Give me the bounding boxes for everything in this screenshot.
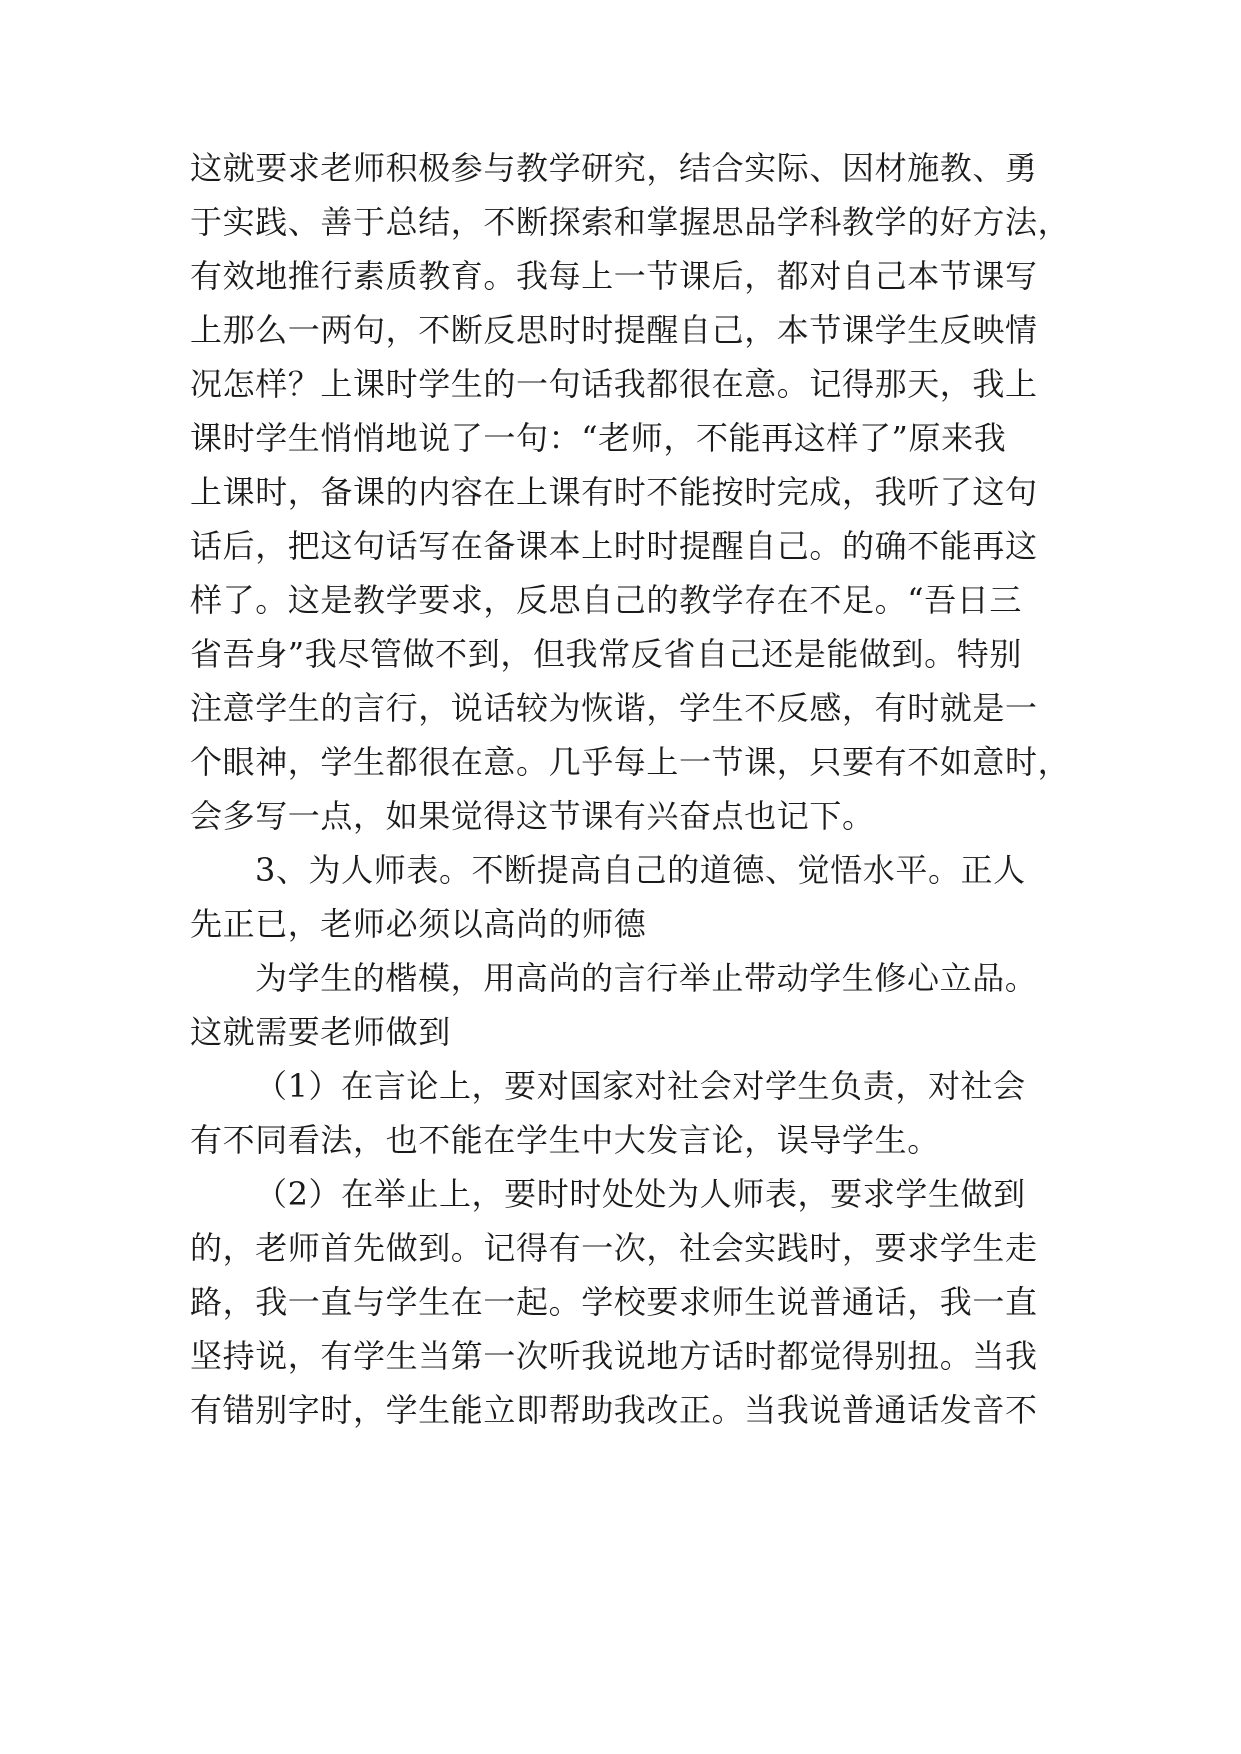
text-line: （2）在举止上，要时时处处为人师表，要求学生做到 [255, 1175, 1026, 1213]
text-line: 话后，把这句话写在备课本上时时提醒自己。的确不能再这 [190, 527, 1038, 565]
text-line: 样了。这是教学要求，反思自己的教学存在不足。“吾日三 [190, 581, 1022, 619]
text-line: 注意学生的言行，说话较为恢谐，学生不反感，有时就是一 [190, 689, 1038, 727]
text-line: 上课时，备课的内容在上课有时不能按时完成，我听了这句 [190, 473, 1038, 511]
text-line: 省吾身”我尽管做不到，但我常反省自己还是能做到。特别 [190, 635, 1022, 673]
text-line: 上那么一两句，不断反思时时提醒自己，本节课学生反映情 [190, 311, 1038, 349]
text-line: 的，老师首先做到。记得有一次，社会实践时，要求学生走 [190, 1229, 1038, 1267]
text-line: 课时学生悄悄地说了一句：“老师，不能再这样了”原来我 [190, 419, 1007, 457]
text-line: 有效地推行素质教育。我每上一节课后，都对自己本节课写 [190, 257, 1038, 295]
text-line: 有不同看法，也不能在学生中大发言论，误导学生。 [190, 1121, 940, 1159]
text-line: 这就要求老师积极参与教学研究，结合实际、因材施教、勇 [190, 149, 1038, 187]
text-line: 于实践、善于总结，不断探索和掌握思品学科教学的好方法， [190, 203, 1071, 241]
text-line: 坚持说，有学生当第一次听我说地方话时都觉得别扭。当我 [190, 1337, 1038, 1375]
text-line: 会多写一点，如果觉得这节课有兴奋点也记下。 [190, 797, 875, 835]
text-line: 况怎样？上课时学生的一句话我都很在意。记得那天，我上 [190, 365, 1038, 403]
text-line: 先正已，老师必须以高尚的师德 [190, 905, 647, 943]
text-line: 有错别字时，学生能立即帮助我改正。当我说普通话发音不 [190, 1391, 1038, 1429]
text-line: （1）在言论上，要对国家对社会对学生负责，对社会 [255, 1067, 1026, 1105]
text-line: 3、为人师表。不断提高自己的道德、觉悟水平。正人 [255, 851, 1026, 889]
text-line: 为学生的楷模，用高尚的言行举止带动学生修心立品。 [255, 959, 1038, 997]
text-line: 个眼神，学生都很在意。几乎每上一节课，只要有不如意时， [190, 743, 1071, 781]
text-line: 这就需要老师做到 [190, 1013, 451, 1051]
text-line: 路，我一直与学生在一起。学校要求师生说普通话，我一直 [190, 1283, 1038, 1321]
